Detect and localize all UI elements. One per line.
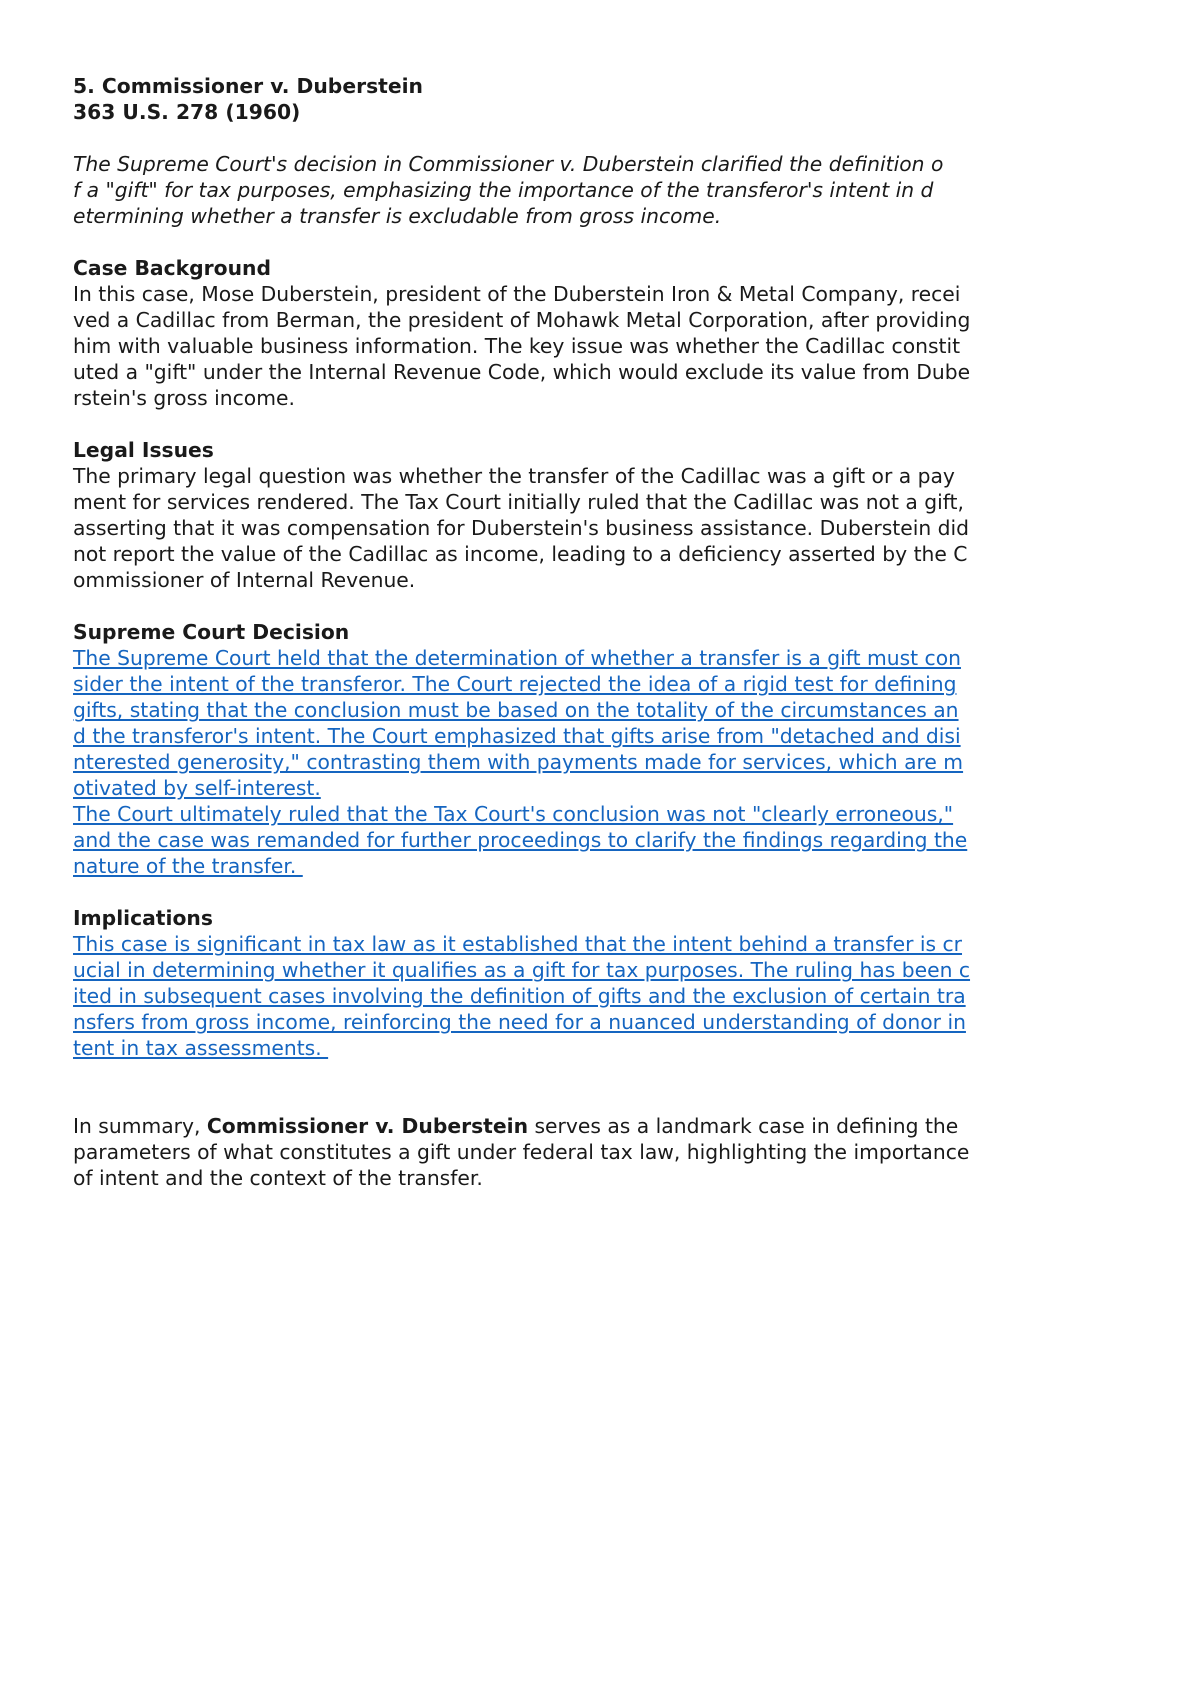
decision-link-line[interactable]: otivated by self-interest. [73,776,321,800]
decision-heading: Supreme Court Decision [73,620,350,644]
summary-prefix: In summary, [73,1114,207,1138]
case-title: 5. Commissioner v. Duberstein [73,74,423,98]
decision-link-line[interactable]: d the transferor's intent. The Court emphasized that gifts arise from "detached and disi [73,724,961,748]
implications-link-line[interactable]: ited in subsequent cases involving the definition of gifts and the exclusion of certain tra [73,984,966,1008]
intro-line: The Supreme Court's decision in Commissioner v. Duberstein clarified the definition o [73,152,944,176]
decision-link-line[interactable]: nature of the transfer. [73,854,303,878]
background-line: uted a "gift" under the Internal Revenue Code, which would exclude its value from Dube [73,360,971,384]
implications-heading: Implications [73,906,213,930]
case-citation: 363 U.S. 278 (1960) [73,100,301,124]
decision-link-line[interactable]: and the case was remanded for further proceedings to clarify the findings regarding the [73,828,968,852]
legal-issues-line: not report the value of the Cadillac as income, leading to a deficiency asserted by the C [73,542,968,566]
decision-link-line[interactable]: The Supreme Court held that the determination of whether a transfer is a gift must con [73,646,961,670]
summary-paragraph [73,1113,1073,1191]
background-heading: Case Background [73,256,271,280]
implications-link-line[interactable]: This case is significant in tax law as it established that the intent behind a transfer is cr [73,932,963,956]
summary-line: parameters of what constitutes a gift under federal tax law, highlighting the importance [73,1140,970,1164]
summary-line: of intent and the context of the transfer. [73,1166,483,1190]
decision-link-line[interactable]: The Court ultimately ruled that the Tax Court's conclusion was not "clearly erroneous," [73,802,954,826]
summary-line [73,1113,1073,1139]
implications-link-line[interactable]: ucial in determining whether it qualifies as a gift for tax purposes. The ruling has been c [73,958,971,982]
intro-paragraph [73,151,1073,229]
implications-link-line[interactable]: tent in tax assessments. [73,1036,329,1060]
background-line: rstein's gross income. [73,386,295,410]
background-line: In this case, Mose Duberstein, president of the Duberstein Iron & Metal Company, recei [73,282,961,306]
legal-issues-line: ment for services rendered. The Tax Court initially ruled that the Cadillac was not a gift, [73,490,964,514]
background-paragraph [73,281,1073,411]
document-page [73,73,1073,1191]
legal-issues-paragraph [73,463,1073,593]
summary-suffix: serves as a landmark case in defining the [528,1114,959,1138]
decision-paragraph [73,645,1073,879]
legal-issues-heading: Legal Issues [73,438,214,462]
background-line: ved a Cadillac from Berman, the president of Mohawk Metal Corporation, after providing [73,308,971,332]
implications-link-line[interactable]: nsfers from gross income, reinforcing the need for a nuanced understanding of donor in [73,1010,966,1034]
decision-link-line[interactable]: sider the intent of the transferor. The Court rejected the idea of a rigid test for defining [73,672,957,696]
legal-issues-line: ommissioner of Internal Revenue. [73,568,416,592]
legal-issues-line: The primary legal question was whether the transfer of the Cadillac was a gift or a pay [73,464,955,488]
decision-link-line[interactable]: gifts, stating that the conclusion must be based on the totality of the circumstances an [73,698,959,722]
intro-line: etermining whether a transfer is excludable from gross income. [73,204,722,228]
implications-paragraph [73,931,1073,1061]
background-line: him with valuable business information. The key issue was whether the Cadillac constit [73,334,961,358]
decision-link-line[interactable]: nterested generosity," contrasting them with payments made for services, which are m [73,750,964,774]
summary-case-name: Commissioner v. Duberstein [206,1114,529,1138]
legal-issues-line: asserting that it was compensation for Duberstein's business assistance. Duberstein did [73,516,970,540]
intro-line: f a "gift" for tax purposes, emphasizing the importance of the transferor's intent in d [73,178,934,202]
